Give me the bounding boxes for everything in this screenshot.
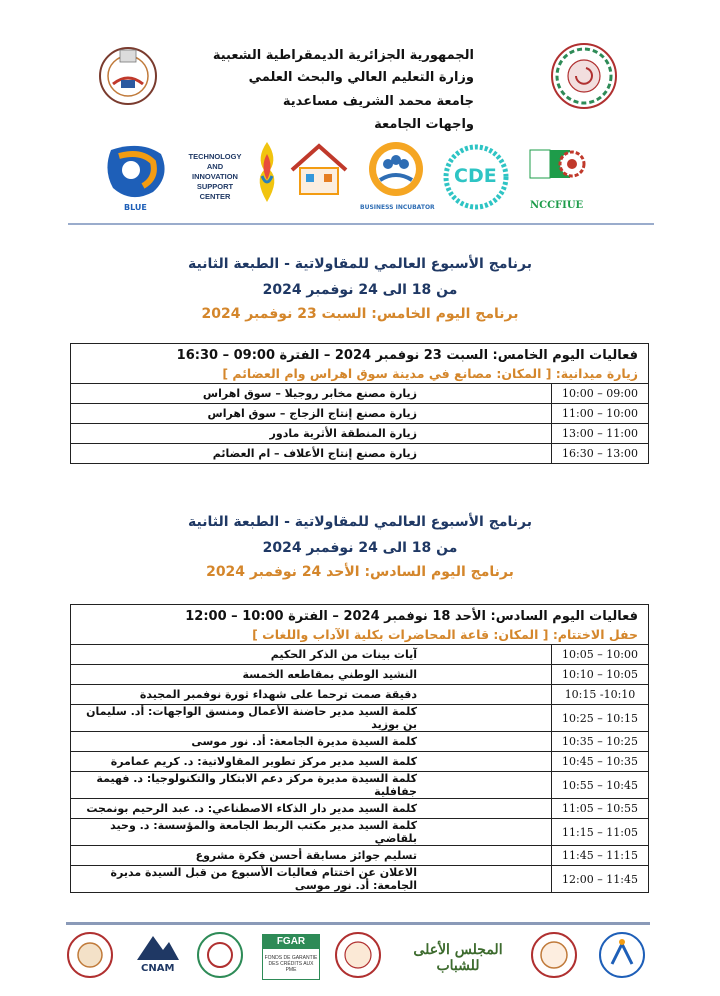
time-cell: 16:30 – 13:00 bbox=[552, 444, 649, 464]
house-logo bbox=[288, 140, 350, 206]
time-cell: 11:05 – 10:55 bbox=[552, 799, 649, 819]
day5-table-header-row bbox=[71, 344, 649, 384]
flame-logo bbox=[252, 140, 282, 206]
day6-day-title: برنامج اليوم السادس: الأحد 24 نوفمبر 2024 bbox=[206, 564, 514, 580]
time-cell: 10:00 – 09:00 bbox=[552, 384, 649, 404]
time-cell: 11:00 – 10:00 bbox=[552, 404, 649, 424]
time-cell: 10:15 -10:10 bbox=[552, 685, 649, 705]
day6-program-title: برنامج الأسبوع العالمي للمقاولاتية - الطبعة الثانية bbox=[188, 514, 532, 530]
footer-seal-2-logo bbox=[192, 930, 248, 980]
table-row bbox=[71, 846, 649, 866]
time-cell: 10:35 – 10:25 bbox=[552, 732, 649, 752]
time-cell: 13:00 – 11:00 bbox=[552, 424, 649, 444]
table-row bbox=[71, 424, 649, 444]
fgar-sub-1: FONDS DE GARANTIE bbox=[264, 955, 318, 961]
table-row bbox=[71, 384, 649, 404]
day5-place: زيارة ميدانية: [ المكان: مصانع في مدينة سوق اهراس وام العضائم ] bbox=[222, 366, 638, 381]
footer-seal-1-logo bbox=[62, 930, 118, 980]
time-cell: 10:05 – 10:00 bbox=[552, 645, 649, 665]
activity-cell: كلمة السيدة مديرة الجامعة: أد. نور موسى bbox=[71, 732, 552, 752]
activity-cell: الاعلان عن اختتام فعاليات الأسبوع من قبل السيدة مديرة الجامعة: أد. نور موسى bbox=[71, 866, 552, 893]
table-row bbox=[71, 799, 649, 819]
activity-cell: زيارة مصنع مخابر روجيلا – سوق اهراس bbox=[71, 384, 552, 404]
day5-day-title: برنامج اليوم الخامس: السبت 23 نوفمبر 2024 bbox=[201, 306, 519, 322]
activity-cell: زيارة مصنع إنتاج الزجاج – سوق اهراس bbox=[71, 404, 552, 424]
activity-cell: كلمة السيد مدير مكتب الربط الجامعة والمؤسسة: د. وحيد بلقاضي bbox=[71, 819, 552, 846]
activity-cell: تسليم جوائز مسابقة أحسن فكرة مشروع bbox=[71, 846, 552, 866]
table-row bbox=[71, 444, 649, 464]
cnam-logo-label: CNAM bbox=[141, 963, 175, 974]
business-incubator-logo bbox=[362, 140, 430, 198]
tisc-line-3: SUPPORT CENTER bbox=[196, 182, 234, 201]
day6-dates: من 18 الى 24 نوفمبر 2024 bbox=[262, 540, 458, 556]
time-cell: 10:55 – 10:45 bbox=[552, 772, 649, 799]
cde-logo-label: CDE bbox=[454, 165, 497, 187]
day5-table-title: فعاليات اليوم الخامس: السبت 23 نوفمبر 2024 – الفترة 09:00 – 16:30 bbox=[176, 348, 638, 363]
time-cell: 10:10 – 10:05 bbox=[552, 665, 649, 685]
activity-cell: النشيد الوطني بمقاطعه الخمسة bbox=[71, 665, 552, 685]
footer-seal-5-logo bbox=[594, 930, 650, 980]
day6-table-header-row bbox=[71, 605, 649, 645]
table-row bbox=[71, 665, 649, 685]
time-cell: 11:15 – 11:05 bbox=[552, 819, 649, 846]
time-cell: 12:00 – 11:45 bbox=[552, 866, 649, 893]
table-row bbox=[71, 685, 649, 705]
fgar-sub-2: DES CRÉDITS AUX PME bbox=[268, 961, 314, 973]
table-row bbox=[71, 772, 649, 799]
table-row bbox=[71, 705, 649, 732]
table-row bbox=[71, 404, 649, 424]
header-ministry: وزارة التعليم العالي والبحث العلمي bbox=[248, 70, 474, 85]
youth-council-logo: المجلس الأعلى للشباب bbox=[413, 942, 503, 974]
footer-seal-4-logo bbox=[526, 930, 582, 980]
nccfiue-logo-label: NCCFIUE bbox=[530, 200, 584, 211]
table-row bbox=[71, 752, 649, 772]
activity-cell: زيارة المنطقة الأثرية مادور bbox=[71, 424, 552, 444]
day6-schedule-table bbox=[70, 604, 649, 893]
footer-rule bbox=[66, 922, 650, 925]
day6-place: حفل الاختتام: [ المكان: قاعة المحاضرات بكلية الآداب واللغات ] bbox=[252, 627, 638, 642]
fgar-logo-label: FGAR bbox=[263, 935, 319, 949]
day5-dates: من 18 الى 24 نوفمبر 2024 bbox=[262, 282, 458, 298]
university-seal-left-logo bbox=[93, 42, 163, 106]
activity-cell: كلمة السيدة مديرة مركز دعم الابتكار والتكنولوجيا: د. فهيمة جفافلية bbox=[71, 772, 552, 799]
day6-table-header-cell bbox=[71, 605, 649, 645]
fgar-logo bbox=[262, 934, 320, 980]
blue-logo-label: BLUE bbox=[124, 203, 147, 212]
footer-seal-3-logo bbox=[330, 930, 386, 980]
activity-cell: آيات بينات من الذكر الحكيم bbox=[71, 645, 552, 665]
activity-cell: كلمة السيد مدير مركز تطوير المقاولاتية: د. كريم عمامرة bbox=[71, 752, 552, 772]
cnam-logo bbox=[133, 932, 183, 962]
header-country: الجمهورية الجزائرية الديمقراطية الشعبية bbox=[212, 48, 474, 63]
day6-table-title: فعاليات اليوم السادس: الأحد 18 نوفمبر 2024 – الفترة 10:00 – 12:00 bbox=[185, 609, 638, 624]
activity-cell: زيارة مصنع إنتاج الأعلاف – ام العضائم bbox=[71, 444, 552, 464]
day5-program-title: برنامج الأسبوع العالمي للمقاولاتية - الطبعة الثانية bbox=[188, 256, 532, 272]
table-row bbox=[71, 866, 649, 893]
tisc-line-1: TECHNOLOGY AND bbox=[188, 152, 242, 171]
header-university: جامعة محمد الشريف مساعدية bbox=[282, 94, 474, 109]
time-cell: 11:45 – 11:15 bbox=[552, 846, 649, 866]
activity-cell: دقيقة صمت ترحما على شهداء ثورة نوفمبر المجيدة bbox=[71, 685, 552, 705]
day5-table-header-cell bbox=[71, 344, 649, 384]
time-cell: 10:25 – 10:15 bbox=[552, 705, 649, 732]
activity-cell: كلمة السيد مدير دار الذكاء الاصطناعي: د. عبد الرحيم بونمجت bbox=[71, 799, 552, 819]
table-row bbox=[71, 819, 649, 846]
algeria-seal-right-logo bbox=[548, 40, 620, 112]
tisc-logo bbox=[182, 152, 248, 202]
table-row bbox=[71, 732, 649, 752]
header-interfaces: واجهات الجامعة bbox=[374, 117, 474, 132]
logo-row-rule bbox=[68, 223, 654, 225]
business-incubator-label: BUSINESS INCUBATOR bbox=[360, 204, 435, 211]
tisc-line-2: INNOVATION bbox=[192, 172, 238, 181]
table-row bbox=[71, 645, 649, 665]
activity-cell: كلمة السيد مدير حاضنة الأعمال ومنسق الواجهات: أد. سليمان بن بوزيد bbox=[71, 705, 552, 732]
day5-schedule-table bbox=[70, 343, 649, 464]
time-cell: 10:45 – 10:35 bbox=[552, 752, 649, 772]
nccfiue-logo bbox=[526, 146, 588, 190]
